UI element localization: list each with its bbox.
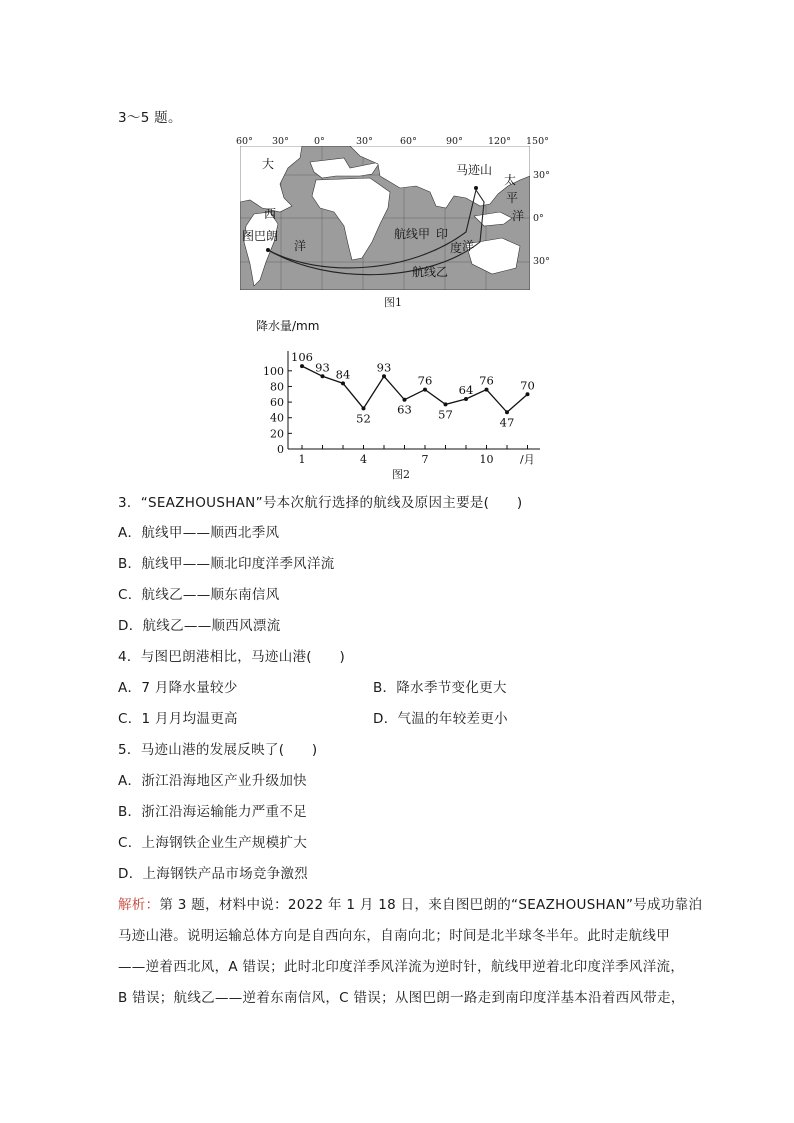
q4-stem: 4．与图巴朗港相比，马迹山港( ) bbox=[118, 649, 346, 665]
tubalang-port-marker bbox=[266, 248, 270, 252]
q5-option-b: B．浙江沿海运输能力严重不足 bbox=[118, 804, 307, 820]
y-tick-label: 0 bbox=[277, 443, 284, 456]
map-longitude-label: 120° bbox=[488, 136, 511, 147]
q5-option-c: C．上海钢铁企业生产规模扩大 bbox=[118, 835, 308, 851]
data-point bbox=[423, 388, 427, 392]
x-tick-label: 10 bbox=[479, 453, 494, 466]
map-longitude-label: 30° bbox=[356, 136, 373, 147]
data-label: 70 bbox=[520, 378, 535, 393]
data-point bbox=[444, 402, 448, 406]
place-label: 洋 bbox=[512, 209, 525, 223]
analysis-line-2: 马迹山港。说明运输总体方向是自西向东，自南向北；时间是北半球冬半年。此时走航线甲 bbox=[118, 928, 670, 944]
y-tick-label: 60 bbox=[270, 396, 284, 410]
data-point bbox=[464, 397, 468, 401]
x-tick-label: 1 bbox=[298, 453, 306, 466]
data-label: 64 bbox=[458, 382, 474, 397]
data-point bbox=[300, 364, 304, 368]
map-longitude-label: 60° bbox=[236, 136, 253, 147]
q3-stem: 3．“SEAZHOUSHAN”号本次航行选择的航线及原因主要是( ) bbox=[118, 495, 523, 511]
q4-option-a: A．7 月降水量较少 bbox=[118, 680, 238, 696]
place-label: 洋 bbox=[294, 239, 307, 253]
q5-stem: 5．马迹山港的发展反映了( ) bbox=[118, 742, 318, 758]
analysis-label: 解析： bbox=[118, 897, 160, 913]
y-tick-label: 100 bbox=[263, 364, 284, 378]
data-point bbox=[382, 374, 386, 378]
map-latitude-label: 30° bbox=[533, 170, 550, 181]
q5-option-d: D．上海钢铁产品市场竞争激烈 bbox=[118, 866, 309, 882]
map-longitude-label: 0° bbox=[314, 136, 325, 147]
data-point bbox=[403, 398, 407, 402]
y-tick-label: 40 bbox=[270, 411, 284, 425]
route-a-label: 航线甲 bbox=[394, 227, 431, 241]
place-label: 度 bbox=[450, 241, 463, 255]
place-label: 大 bbox=[262, 157, 275, 171]
data-point bbox=[485, 388, 489, 392]
mazhishan-port-marker bbox=[474, 186, 478, 190]
y-axis-label: 降水量/mm bbox=[256, 320, 320, 333]
x-axis-label: /月 bbox=[520, 453, 535, 466]
q3-option-c: C．航线乙——顺东南信风 bbox=[118, 587, 280, 603]
map-latitude-label: 30° bbox=[533, 256, 550, 267]
figure1-caption: 图1 bbox=[384, 296, 402, 309]
data-label: 76 bbox=[479, 373, 494, 388]
mazhishan-label: 马迹山 bbox=[456, 163, 493, 177]
q4-option-d: D．气温的年较差更小 bbox=[373, 711, 508, 727]
precipitation-chart bbox=[254, 320, 554, 470]
intro-text: 3～5 题。 bbox=[118, 110, 182, 126]
map-longitude-label: 30° bbox=[272, 136, 289, 147]
analysis-line-4: B 错误；航线乙——逆着东南信风，C 错误；从图巴朗一路走到南印度洋基本沿着西风带走， bbox=[118, 990, 685, 1006]
data-label: 47 bbox=[499, 415, 515, 430]
analysis-line-1: 解析：第 3 题，材料中说：2022 年 1 月 18 日，来自图巴朗的“SEAZHOUSHAN”号成功靠泊 bbox=[118, 897, 703, 913]
q4-option-c: C．1 月月均温更高 bbox=[118, 711, 238, 727]
route-map bbox=[240, 146, 530, 290]
data-point bbox=[321, 374, 325, 378]
map-latitude-label: 0° bbox=[533, 213, 544, 224]
map-longitude-label: 60° bbox=[400, 136, 417, 147]
place-label: 印 bbox=[436, 227, 449, 241]
data-label: 76 bbox=[417, 373, 433, 388]
x-tick-label: 7 bbox=[421, 453, 429, 466]
q3-option-a: A．航线甲——顺西北季风 bbox=[118, 525, 280, 541]
data-label: 52 bbox=[356, 411, 371, 426]
data-point bbox=[362, 406, 366, 410]
data-label: 93 bbox=[315, 360, 330, 375]
data-point bbox=[341, 381, 345, 385]
place-label: 平 bbox=[506, 191, 519, 205]
figure2-caption: 图2 bbox=[392, 468, 410, 481]
q3-option-b: B．航线甲——顺北印度洋季风洋流 bbox=[118, 556, 335, 572]
y-tick-label: 80 bbox=[270, 380, 284, 394]
map-longitude-label: 90° bbox=[446, 136, 463, 147]
data-label: 84 bbox=[335, 367, 351, 382]
tubalang-label: 图巴朗 bbox=[242, 229, 279, 243]
place-label: 西 bbox=[264, 207, 277, 221]
data-point bbox=[526, 392, 530, 396]
q5-option-a: A．浙江沿海地区产业升级加快 bbox=[118, 773, 307, 789]
place-label: 太 bbox=[504, 173, 517, 187]
data-label: 93 bbox=[376, 360, 392, 375]
analysis-line-3: ——逆着西北风，A 错误；此时北印度洋季风洋流为逆时针，航线甲逆着北印度洋季风洋流， bbox=[118, 959, 685, 975]
data-label: 106 bbox=[291, 350, 313, 365]
q4-option-b: B．降水季节变化更大 bbox=[373, 680, 507, 696]
place-label: 洋 bbox=[462, 239, 475, 253]
data-label: 57 bbox=[438, 407, 453, 422]
data-label: 63 bbox=[397, 402, 412, 417]
data-point bbox=[505, 410, 509, 414]
map-longitude-label: 150° bbox=[526, 136, 549, 147]
route-b-label: 航线乙 bbox=[412, 265, 449, 279]
y-tick-label: 20 bbox=[270, 427, 284, 441]
x-tick-label: 4 bbox=[360, 453, 367, 466]
q3-option-d: D．航线乙——顺西风漂流 bbox=[118, 618, 281, 634]
